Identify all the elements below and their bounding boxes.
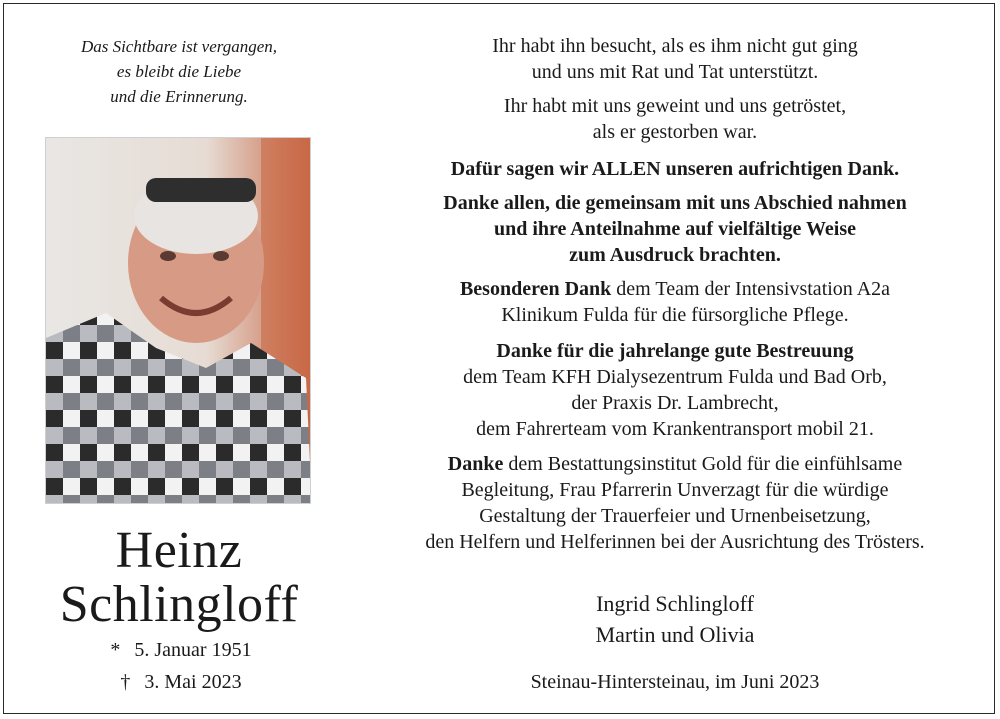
motto [4,34,354,109]
text-line: als er gestorben war. [592,121,758,143]
text-line: zum Ausdruck brachten. [569,244,781,266]
motto-line: Das Sichtbare ist vergangen, [80,37,278,56]
text-line: den Helfern und Helferinnen bei der Ausrichtung des Trösters. [425,531,925,553]
birth-row [4,634,354,666]
paragraph-thanks-all: Dafür sagen wir ALLEN unseren aufrichtigen Dank. [450,158,900,180]
signature-line: Martin und Olivia [595,622,755,647]
motto-line: es bleibt die Liebe [116,62,242,81]
first-name: Heinz [115,522,243,579]
death-date: 3. Mai 2023 [144,671,242,693]
signatures [354,588,996,650]
text-line: dem Fahrerteam vom Krankentransport mobil 21. [476,418,874,440]
text-fragment: dem Team der Intensivstation A2a [611,278,891,300]
life-dates [4,634,354,698]
signature-line: Ingrid Schlingloff [596,591,754,616]
paragraph-farewell [354,190,996,268]
text-line [354,276,996,302]
text-line: dem Team KFH Dialysezentrum Fulda und Bad Orb, [463,366,887,388]
birth-symbol: * [110,639,121,661]
death-symbol: † [120,671,131,693]
place-date: Steinau-Hintersteinau, im Juni 2023 [530,671,820,693]
text-line: Ihr habt ihn besucht, als es ihm nicht gut ging [492,35,858,57]
portrait-photo [45,137,311,504]
text-fragment: dem Bestattungsinstitut Gold für die einfühlsame [503,453,903,475]
motto-line: und die Erinnerung. [110,87,248,106]
right-column [354,4,996,713]
text-line [354,451,996,477]
paragraph-icu [354,276,996,328]
bold-text: Besonderen Dank [459,278,612,300]
text-line: Begleitung, Frau Pfarrerin Unverzagt für die würdige [461,479,889,501]
text-line: Danke allen, die gemeinsam mit uns Abschied nahmen [443,192,907,214]
paragraph-funeral [354,451,996,555]
paragraph-comfort [354,93,996,145]
text-line: Klinikum Fulda für die fürsorgliche Pflege. [501,304,849,326]
bold-text: Danke [447,453,504,475]
text-line: der Praxis Dr. Lambrecht, [571,392,779,414]
paragraph-visit [354,33,996,85]
paragraph-care [354,338,996,442]
text-line: und uns mit Rat und Tat unterstützt. [531,61,819,83]
portrait-photo-icon [46,138,311,504]
text-line: Gestaltung der Trauerfeier und Urnenbeisetzung, [479,505,871,527]
birth-date: 5. Januar 1951 [134,639,252,661]
death-row [4,666,354,698]
left-column [4,4,354,713]
text-line: und ihre Anteilnahme auf vielfältige Weise [493,218,857,240]
text-line: Danke für die jahrelange gute Bestreuung [496,340,854,362]
last-name: Schlingloff [59,576,299,633]
text-line: Ihr habt mit uns geweint und uns getröstet, [503,95,847,117]
deceased-name [4,524,354,632]
obituary-card [3,3,995,714]
